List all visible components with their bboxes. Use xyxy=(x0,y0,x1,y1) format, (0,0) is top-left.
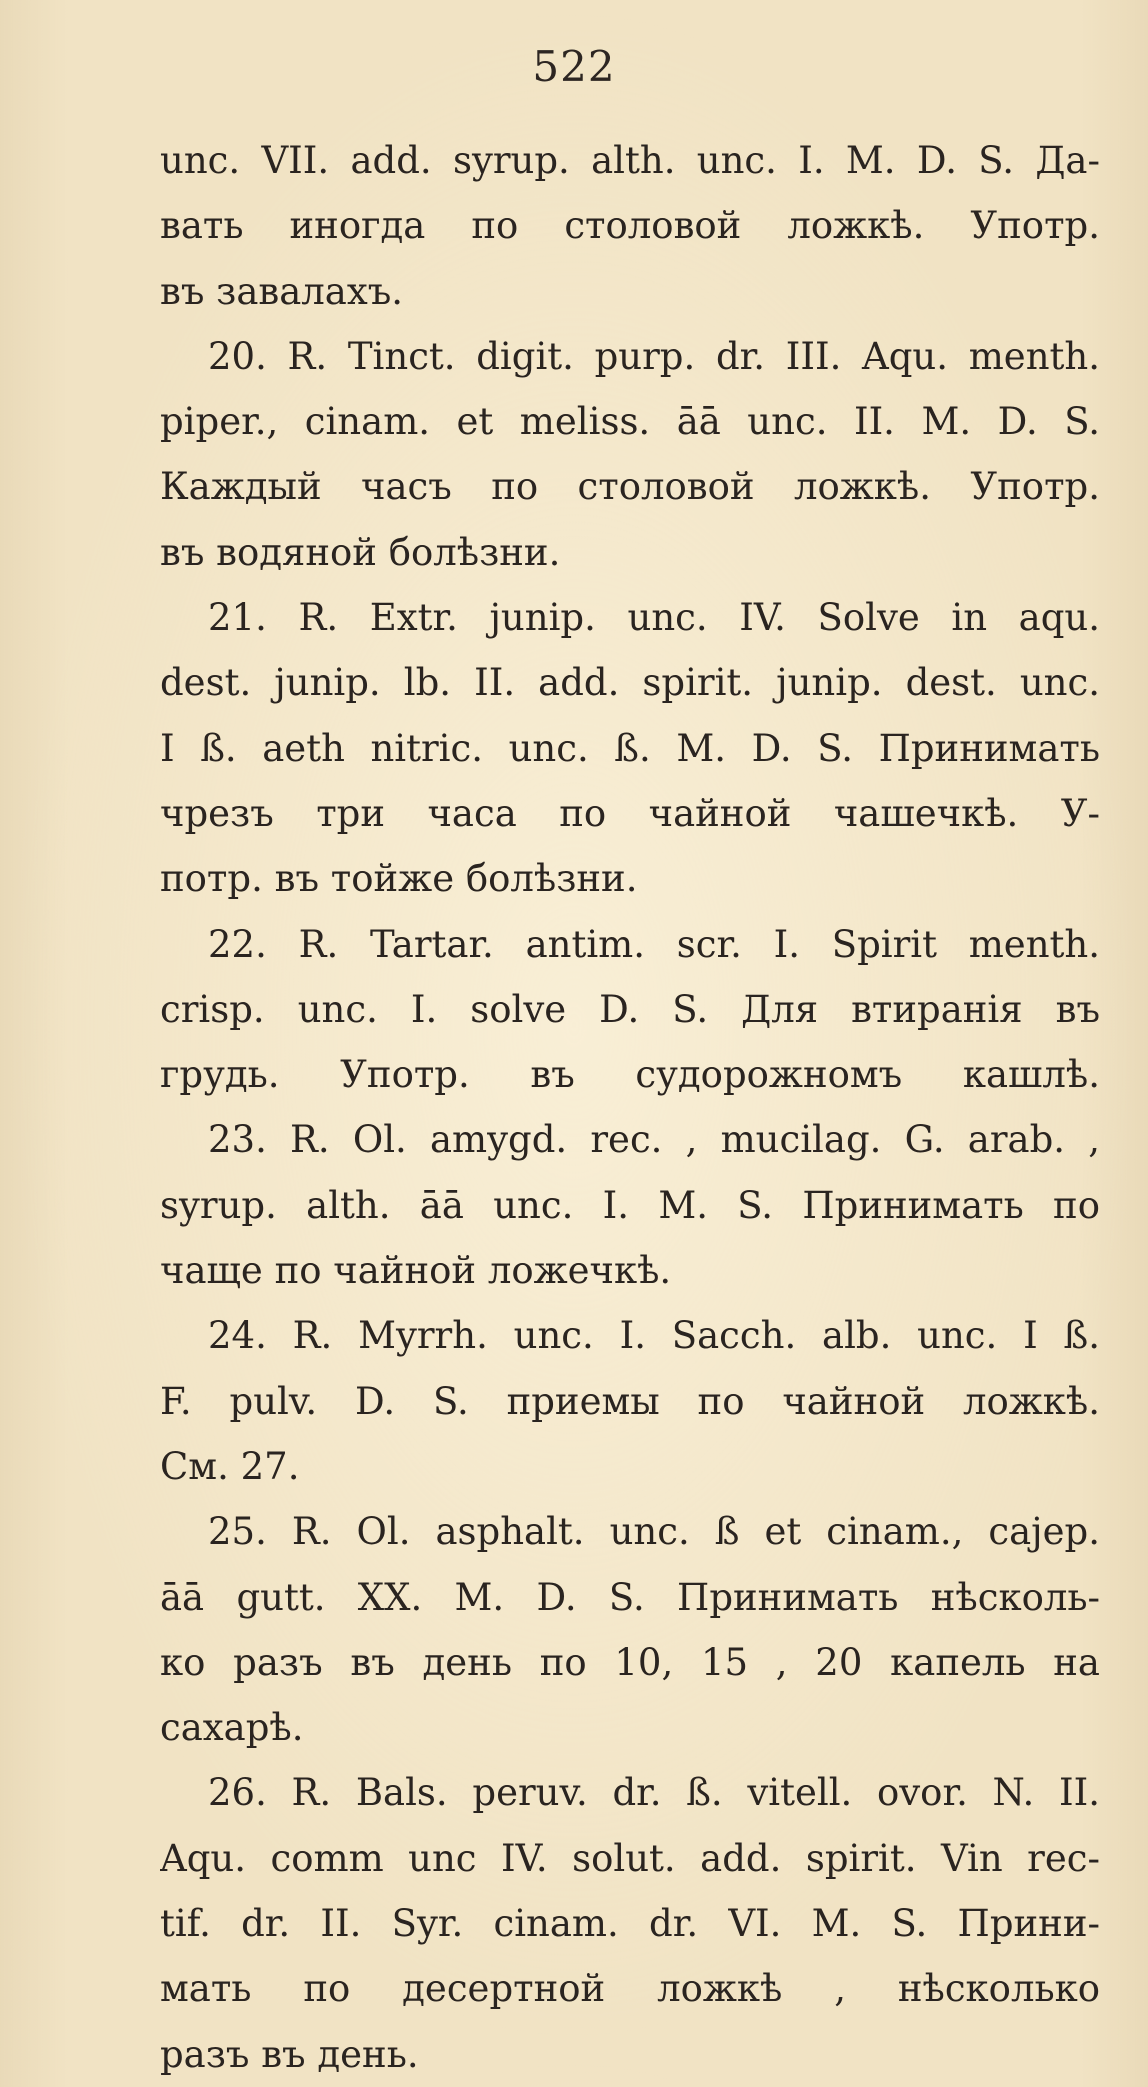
page-body xyxy=(160,128,1100,2087)
text-line: разъ въ день. xyxy=(160,2032,419,2076)
text-line: чрезъ три часа по чайной чашечкѣ. У- xyxy=(160,791,1100,835)
text-line: вать иногда по столовой ложкѣ. Употр. xyxy=(160,204,1100,248)
text-line: I ß. aeth nitric. unc. ß. M. D. S. Принимать xyxy=(160,726,1100,770)
recipe-26 xyxy=(160,1760,1100,2086)
text-line: piper., cinam. et meliss. āā unc. II. M. D. S. xyxy=(160,400,1100,444)
text-line: ко разъ въ день по 10, 15 , 20 капель на xyxy=(160,1640,1100,1684)
text-line: въ водяной болѣзни. xyxy=(160,530,561,574)
text-line: 21. R. Extr. junip. unc. IV. Solve in aqu. xyxy=(208,596,1100,640)
text-line: 24. R. Myrrh. unc. I. Sacch. alb. unc. I ß. xyxy=(208,1314,1100,1358)
recipe-25 xyxy=(160,1499,1100,1760)
text-line: 25. R. Ol. asphalt. unc. ß et cinam., cajep. xyxy=(208,1510,1100,1554)
text-line: unc. VII. add. syrup. alth. unc. I. M. D. S. Да- xyxy=(160,139,1100,182)
recipe-24 xyxy=(160,1303,1100,1499)
recipe-23 xyxy=(160,1107,1100,1303)
text-line: dest. junip. lb. II. add. spirit. junip. dest. unc. xyxy=(160,661,1100,705)
page-number: 522 xyxy=(532,42,616,91)
text-line: Aqu. comm unc IV. solut. add. spirit. Vin rec- xyxy=(160,1836,1100,1880)
text-line: потр. въ тойже болѣзни. xyxy=(160,857,638,901)
text-line: мать по десертной ложкѣ , нѣсколько xyxy=(160,1967,1100,2011)
recipe-continuation xyxy=(160,128,1100,324)
text-line: 26. R. Bals. peruv. dr. ß. vitell. ovor. N. II. xyxy=(208,1771,1100,1815)
recipe-21 xyxy=(160,585,1100,911)
text-line: въ завалахъ. xyxy=(160,269,403,313)
text-line: 23. R. Ol. amygd. rec. , mucilag. G. arab. , xyxy=(208,1118,1100,1162)
text-line: crisp. unc. I. solve D. S. Для втиранія въ xyxy=(160,987,1100,1031)
text-line: F. pulv. D. S. приемы по чайной ложкѣ. xyxy=(160,1379,1100,1423)
text-line: 20. R. Tinct. digit. purp. dr. III. Aqu. menth. xyxy=(208,334,1100,378)
text-line: tif. dr. II. Syr. cinam. dr. VI. M. S. Прини- xyxy=(160,1902,1100,1946)
text-line: 22. R. Tartar. antim. scr. I. Spirit menth. xyxy=(208,922,1100,966)
text-line: Каждый часъ по столовой ложкѣ. Употр. xyxy=(160,465,1100,509)
recipe-20 xyxy=(160,324,1100,585)
text-line: syrup. alth. āā unc. I. M. S. Принимать по xyxy=(160,1183,1100,1227)
text-line: См. 27. xyxy=(160,1444,300,1488)
text-line: сахарѣ. xyxy=(160,1706,304,1750)
recipe-22 xyxy=(160,912,1100,1108)
text-line: грудь. Употр. въ судорожномъ кашлѣ. xyxy=(160,1053,1100,1097)
text-line: āā gutt. XX. M. D. S. Принимать нѣсколь- xyxy=(160,1575,1100,1619)
text-line: чаще по чайной ложечкѣ. xyxy=(160,1249,672,1293)
